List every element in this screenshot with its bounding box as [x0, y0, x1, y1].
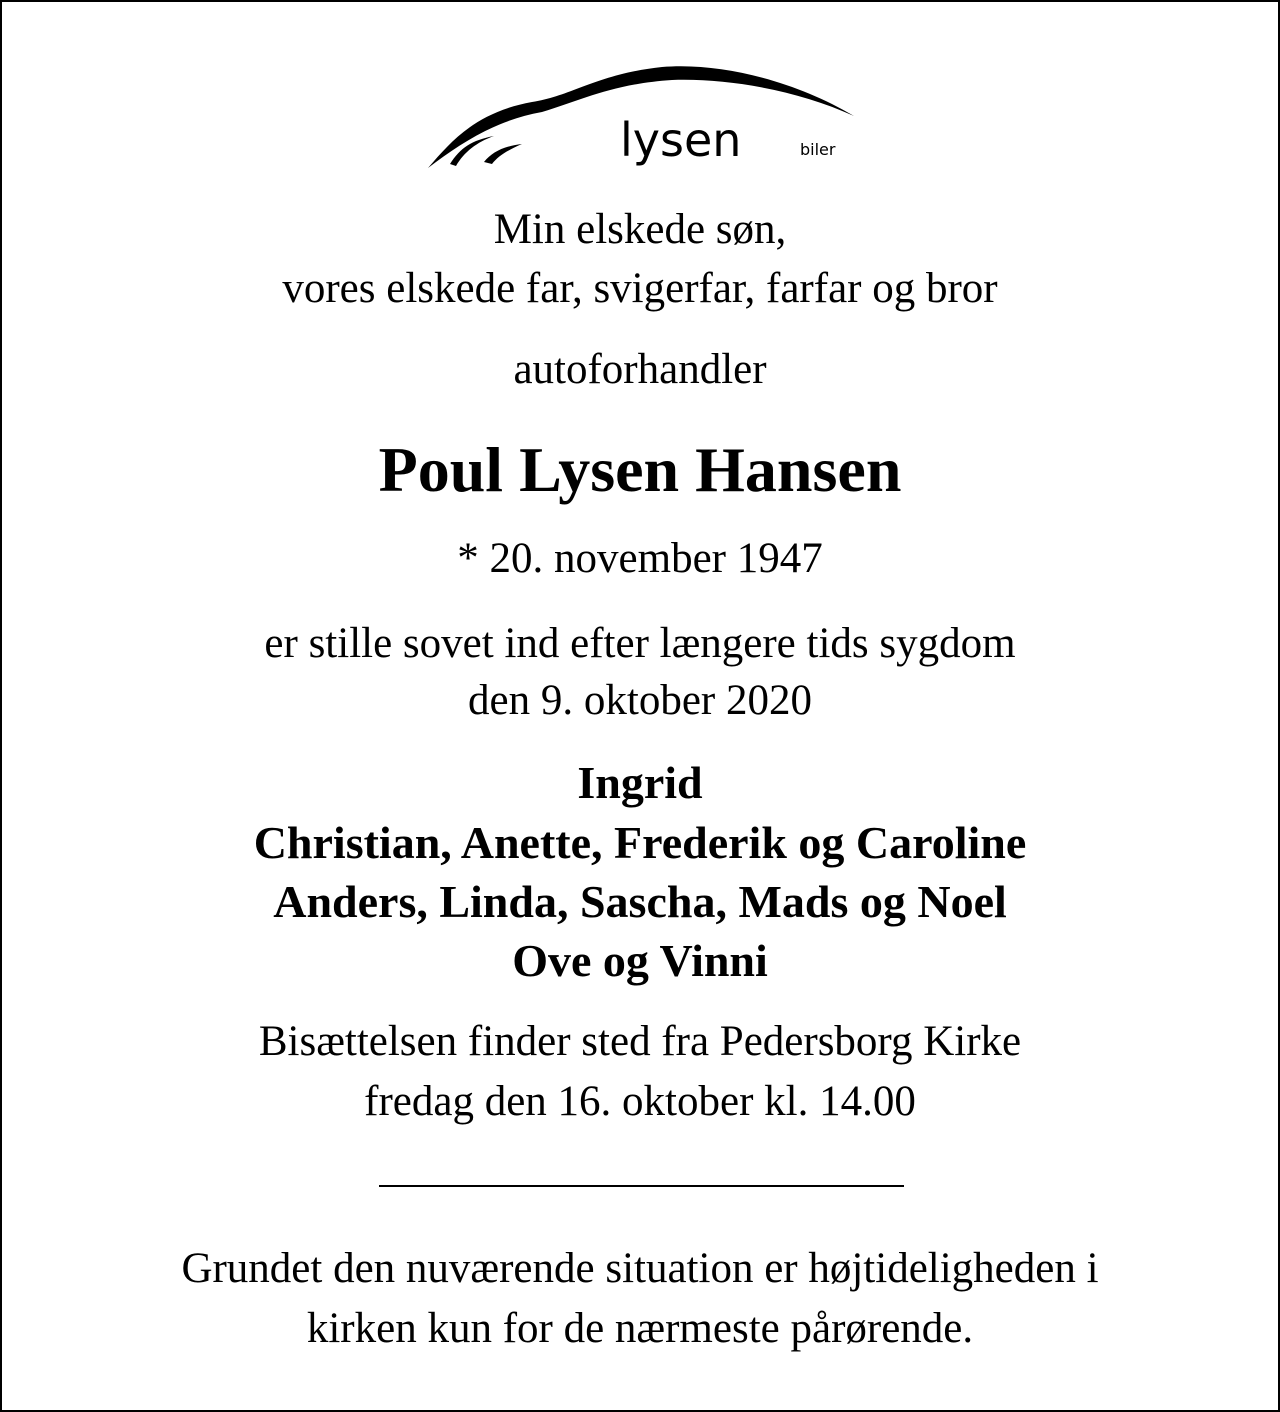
note-line-2: kirken kun for de nærmeste pårørende.	[306, 1305, 974, 1352]
intro-line-1: Min elskede søn,	[493, 206, 787, 253]
funeral-location: Bisættelsen finder sted fra Pedersborg Kirke	[258, 1018, 1022, 1065]
family-member-line: Christian, Anette, Frederik og Caroline	[253, 817, 1027, 868]
death-line-1: er stille sovet ind efter længere tids sygdom	[264, 620, 1016, 667]
divider-line	[379, 1185, 904, 1187]
birth-date: * 20. november 1947	[457, 535, 823, 582]
deceased-name: Poul Lysen Hansen	[378, 434, 902, 505]
deceased-title: autoforhandler	[513, 346, 767, 393]
brand-wordmark: lysen	[620, 113, 742, 167]
intro-line-2: vores elskede far, svigerfar, farfar og bror	[282, 265, 998, 312]
funeral-time: fredag den 16. oktober kl. 14.00	[364, 1078, 916, 1125]
note-line-1: Grundet den nuværende situation er højtideligheden i	[181, 1245, 1099, 1292]
family-member-line: Ove og Vinni	[512, 935, 768, 986]
lysen-biler-logo	[422, 62, 862, 174]
family-member-line: Ingrid	[577, 757, 703, 808]
car-silhouette-logo-icon	[422, 62, 862, 174]
death-date: den 9. oktober 2020	[468, 677, 812, 724]
brand-subtext: biler	[800, 140, 836, 159]
family-member-line: Anders, Linda, Sascha, Mads og Noel	[273, 876, 1007, 927]
